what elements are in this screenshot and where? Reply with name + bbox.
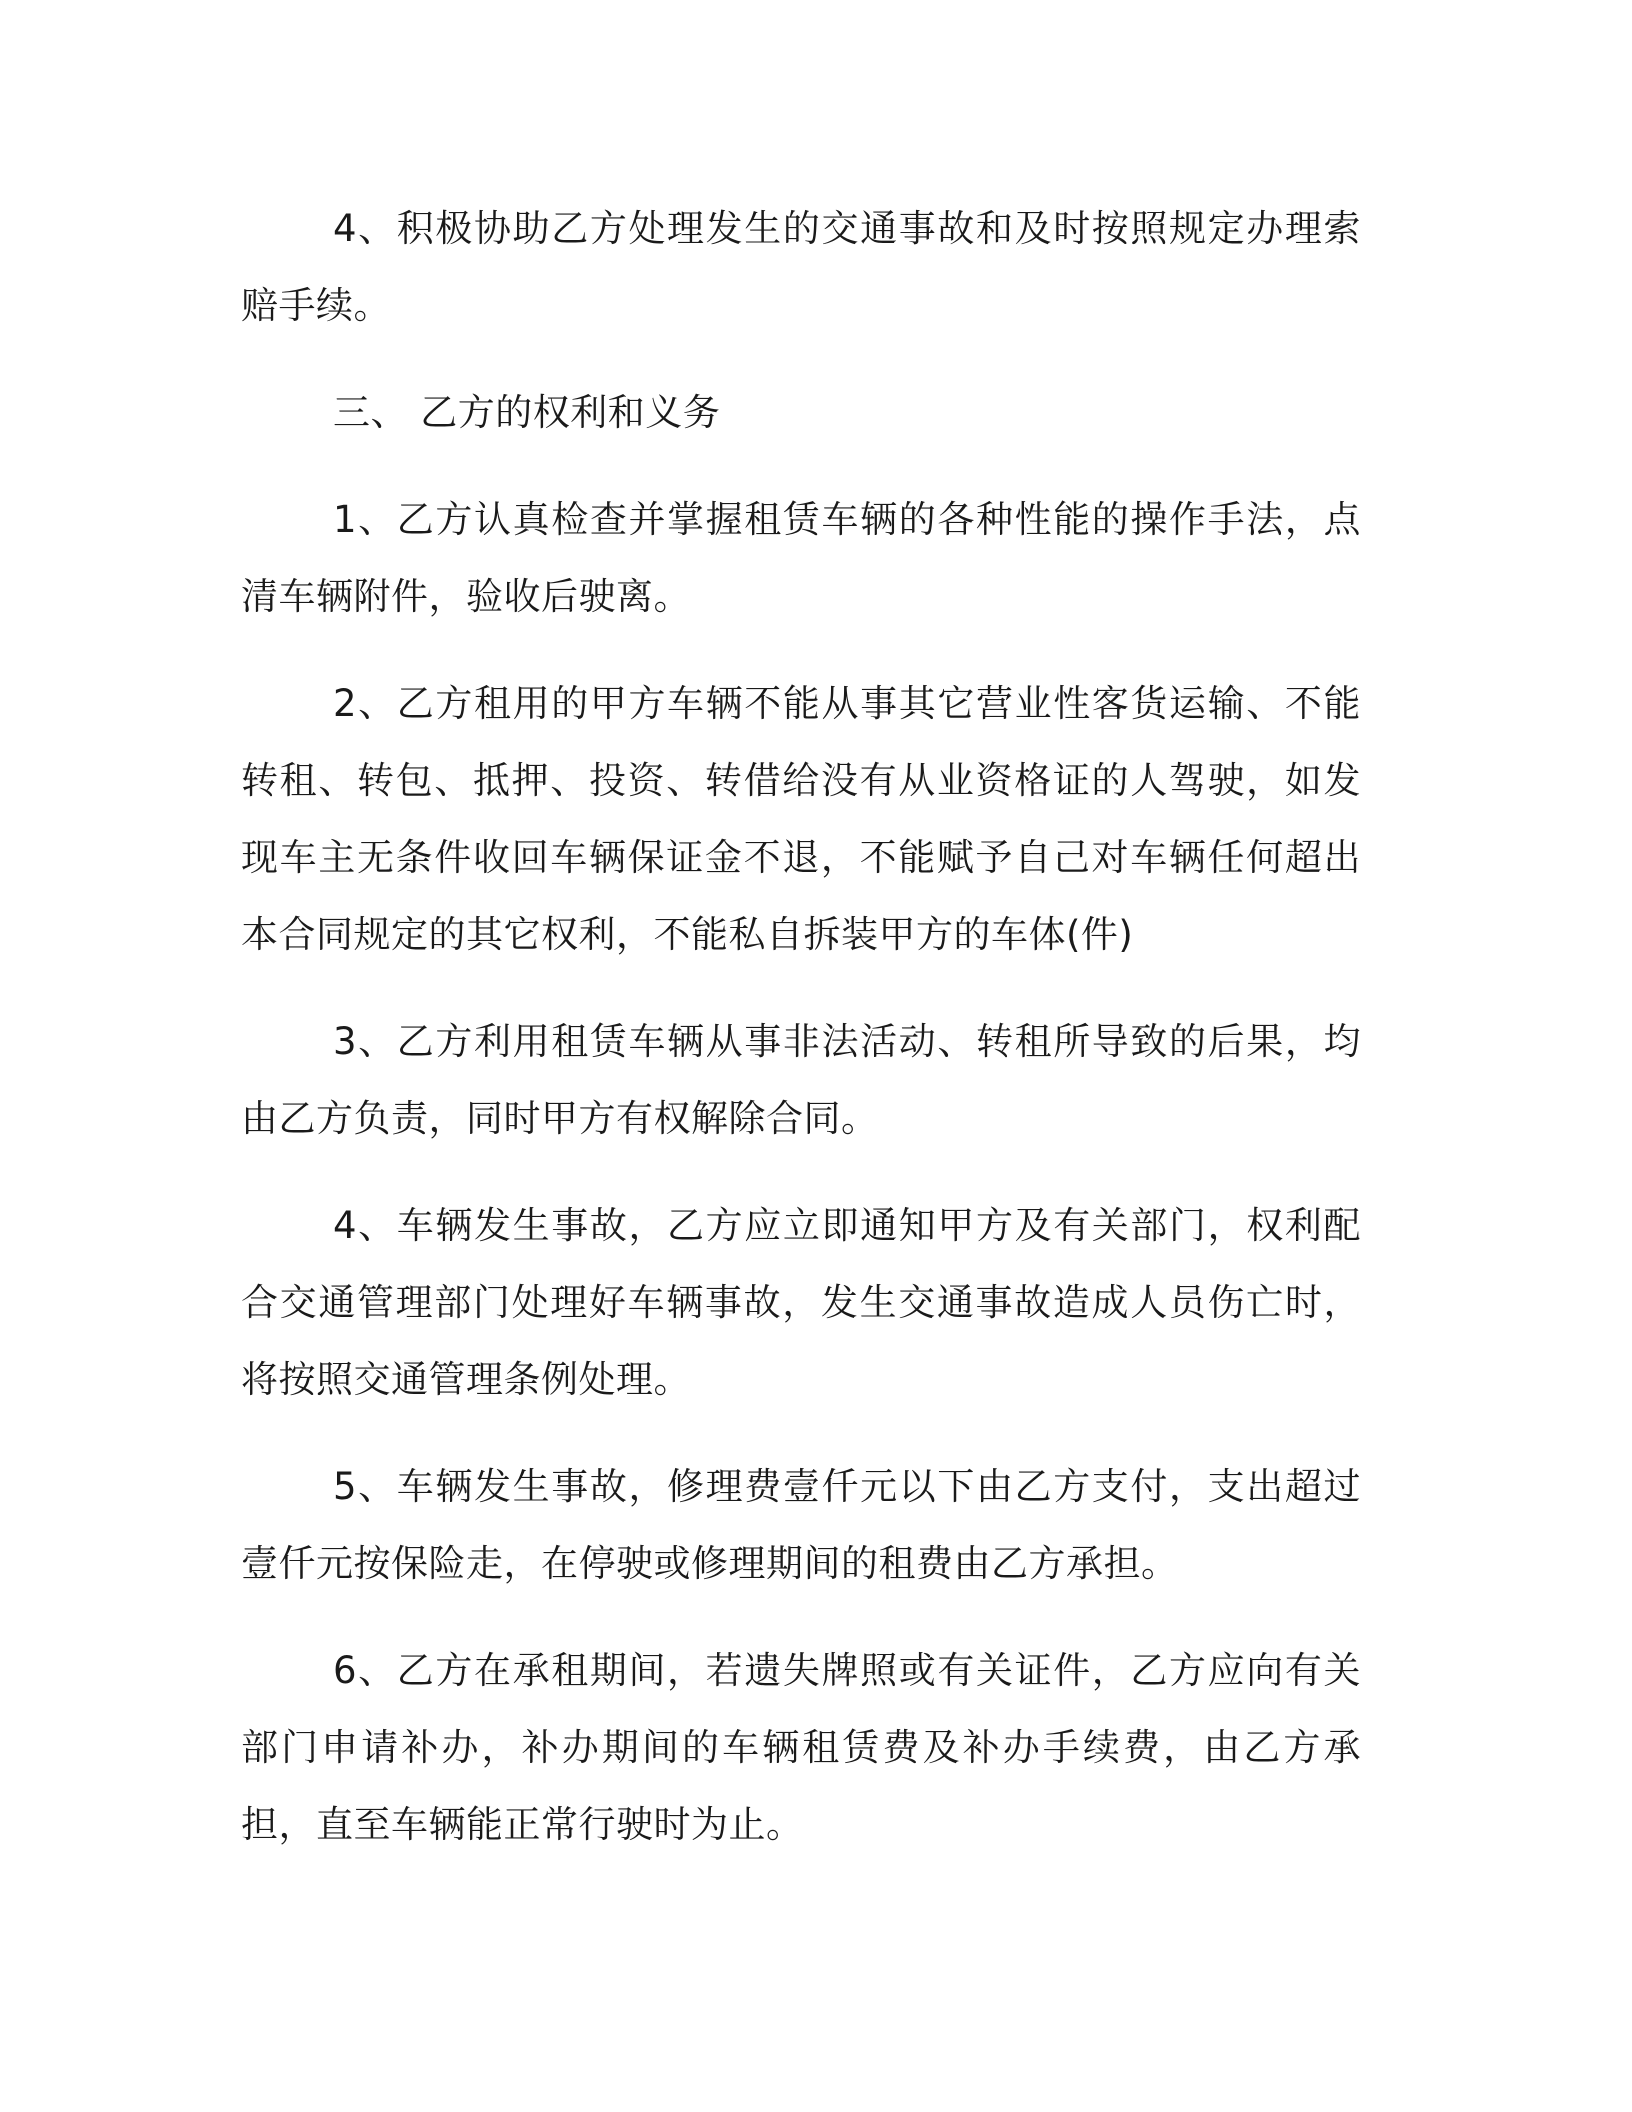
paragraph-party-b-item-6: 6、乙方在承租期间，若遗失牌照或有关证件，乙方应向有关部门申请补办，补办期间的车辆租赁费及补办手续费，由乙方承担，直至车辆能正常行驶时为止。 (241, 1649, 1361, 1846)
paragraph-party-a-item-4: 4、积极协助乙方处理发生的交通事故和及时按照规定办理索赔手续。 (241, 207, 1361, 327)
section-heading-party-b-rights: 三、 乙方的权利和义务 (333, 391, 721, 434)
paragraph-party-b-item-5: 5、车辆发生事故，修理费壹仟元以下由乙方支付，支出超过壹仟元按保险走，在停驶或修理期间的租费由乙方承担。 (241, 1465, 1361, 1585)
document-body (241, 190, 1361, 1893)
paragraph-party-b-item-1: 1、乙方认真检查并掌握租赁车辆的各种性能的操作手法，点清车辆附件，验收后驶离。 (241, 498, 1361, 618)
paragraph-party-b-item-3: 3、乙方利用租赁车辆从事非法活动、转租所导致的后果，均由乙方负责，同时甲方有权解除合同。 (241, 1020, 1361, 1140)
paragraph-party-b-item-2: 2、乙方租用的甲方车辆不能从事其它营业性客货运输、不能转租、转包、抵押、投资、转借给没有从业资格证的人驾驶，如发现车主无条件收回车辆保证金不退，不能赋予自己对车辆任何超出本合同规定的其它权利，不能私自拆装甲方的车体(件) (241, 682, 1361, 956)
paragraph-party-b-item-4: 4、车辆发生事故，乙方应立即通知甲方及有关部门，权利配合交通管理部门处理好车辆事故，发生交通事故造成人员伤亡时，将按照交通管理条例处理。 (241, 1204, 1361, 1401)
